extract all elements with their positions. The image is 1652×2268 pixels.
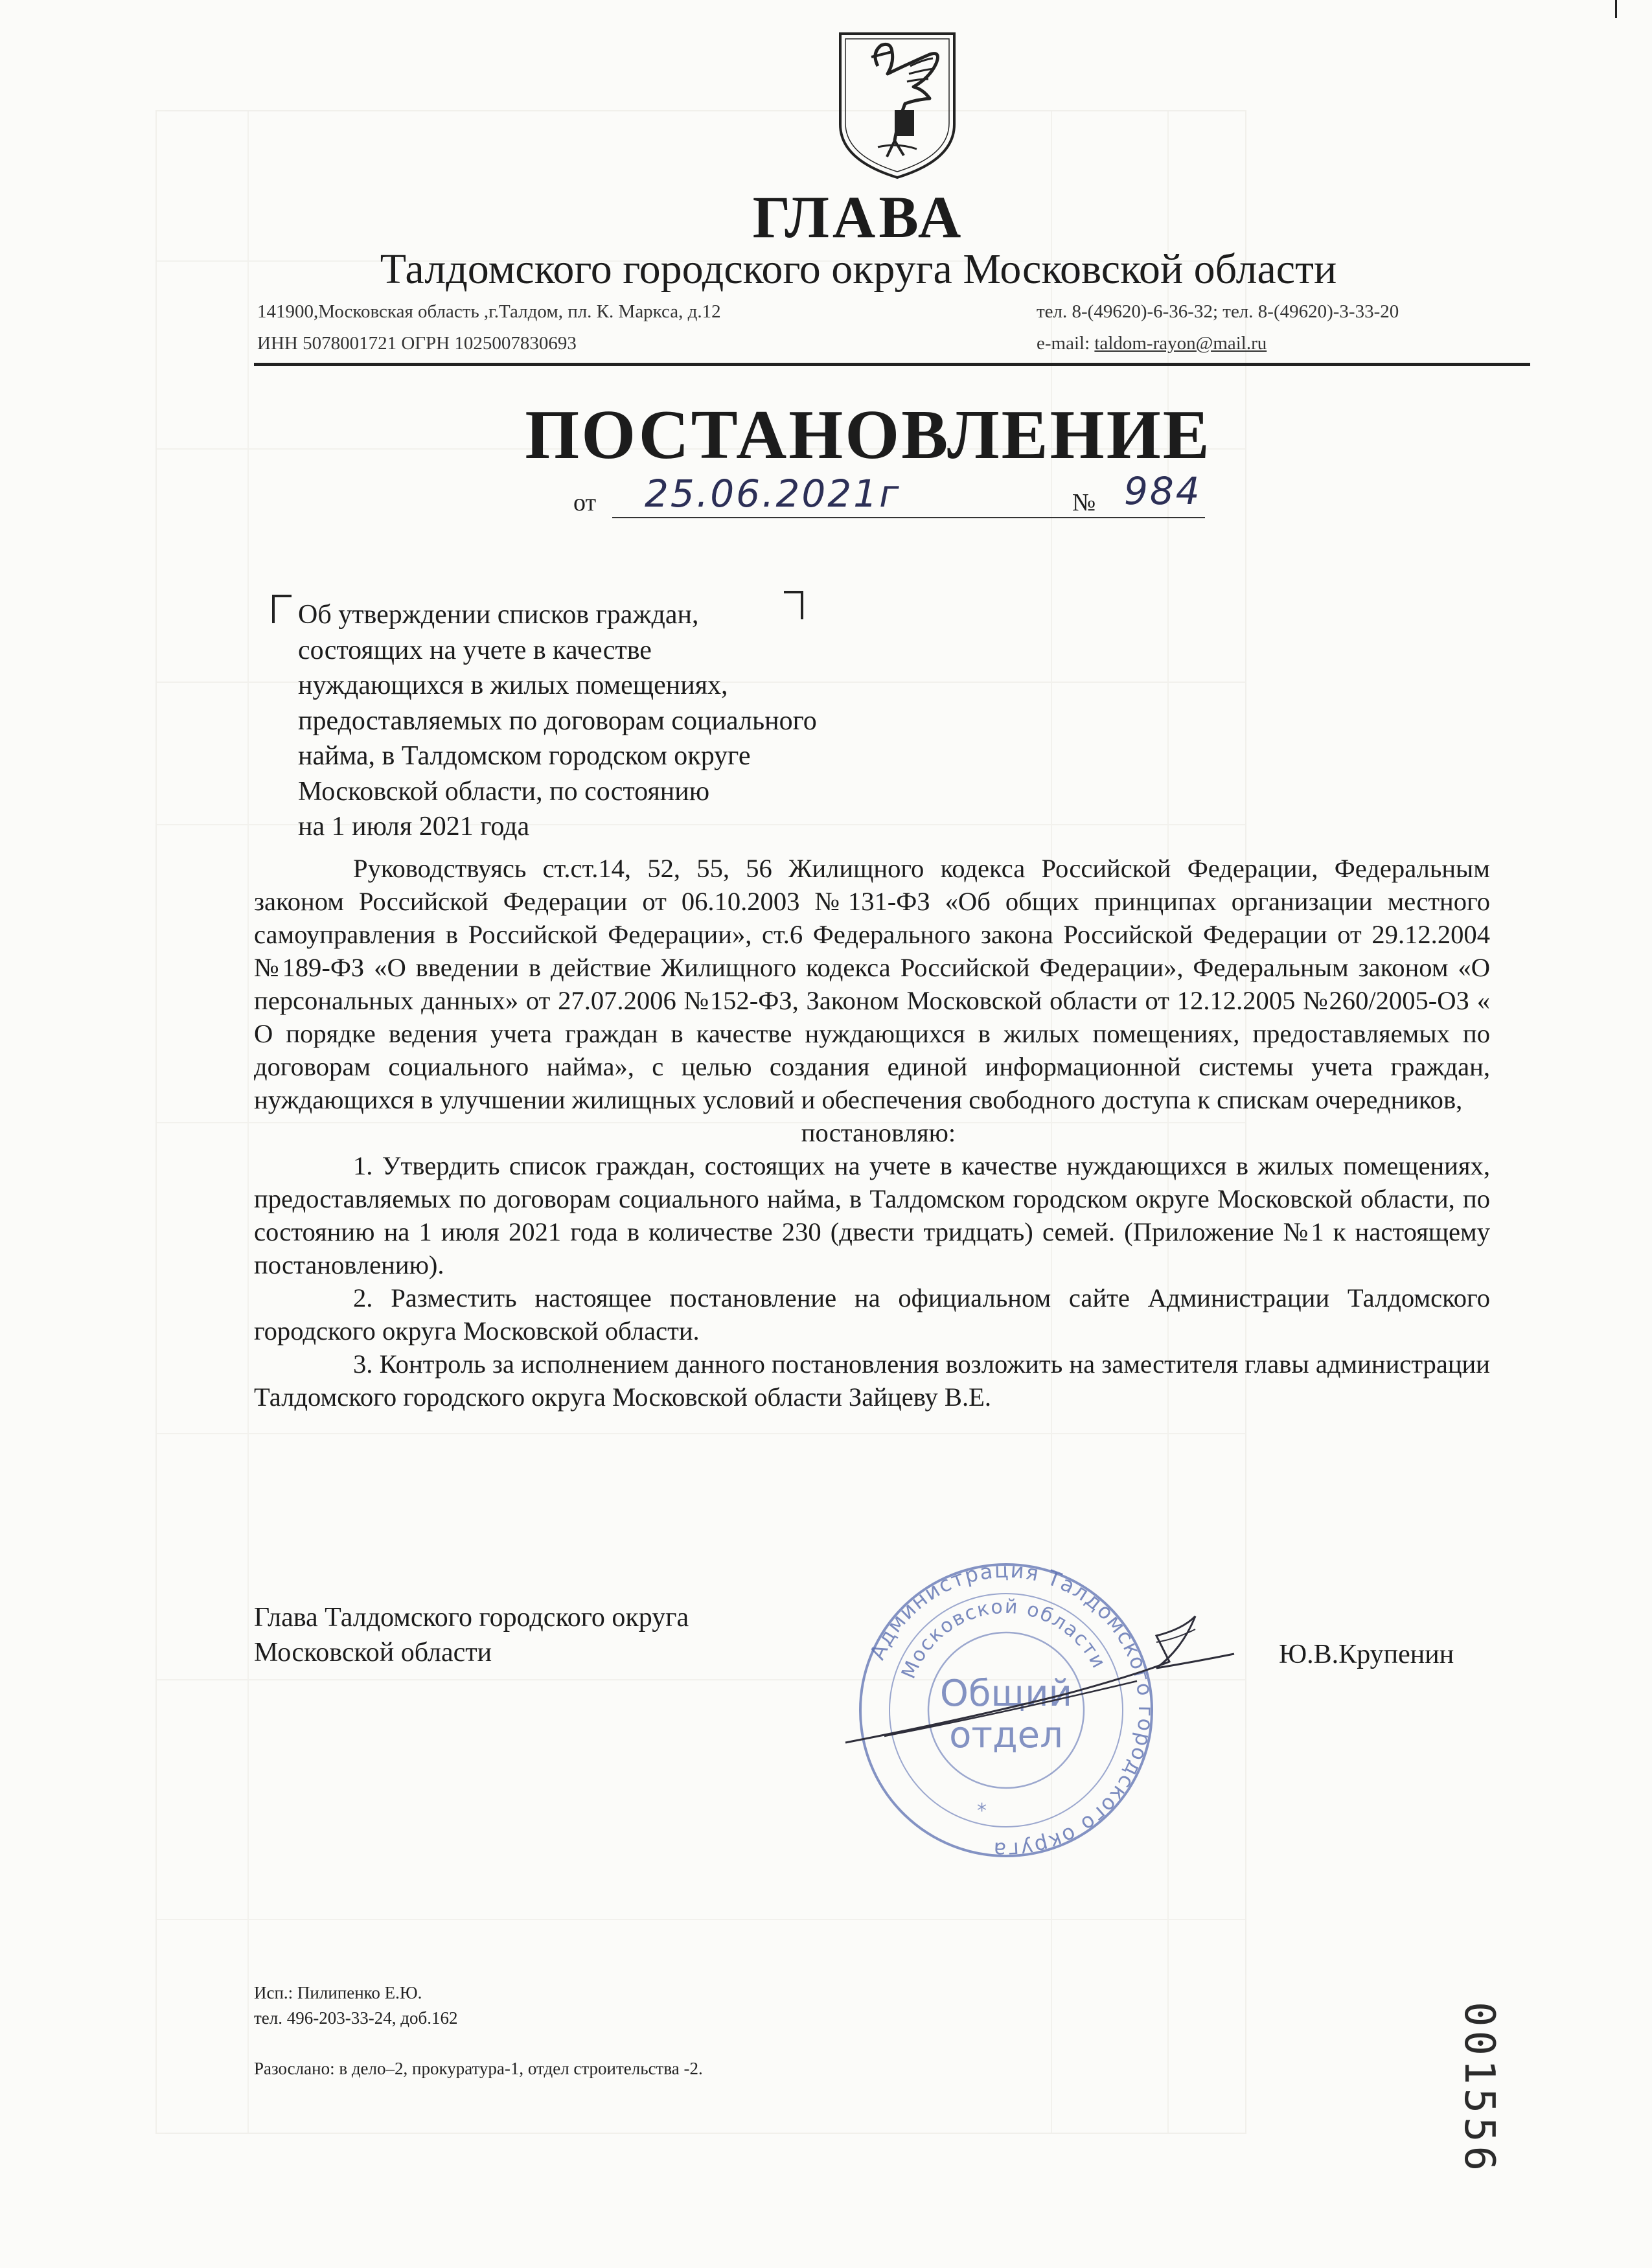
subject-line: найма, в Талдомском городском округе — [298, 741, 751, 771]
document-type-title: ПОСТАНОВЛЕНИЕ — [525, 396, 1211, 474]
number-prefix: № — [1072, 489, 1096, 516]
footer-phone: тел. 496-203-33-24, доб.162 — [254, 2008, 458, 2028]
header-title: ГЛАВА — [752, 184, 965, 250]
resolution-item-2: 2. Разместить настоящее постановление на официальном сайте Администрации Талдомского городского округа Московской области. — [254, 1283, 1490, 1346]
signatory-position-line2: Московской области — [254, 1638, 492, 1667]
date-prefix: от — [573, 489, 597, 516]
serial-number: 001556 — [1455, 2002, 1503, 2175]
resolution-item-1: 1. Утвердить список граждан, состоящих на учете в качестве нуждающихся в жилых помещениях, предоставляемых по договорам социального найма, в Талдомском городском округе Московской области, по состоянию на 1 июля 2021 года в количестве 230 (двести тридцать) семей. (Приложение №1 к настоящему постановлению). — [254, 1151, 1490, 1279]
subject-line: нуждающихся в жилых помещениях, — [298, 670, 728, 700]
preamble-paragraph: Руководствуясь ст.ст.14, 52, 55, 56 Жилищного кодекса Российской Федерации, Федеральным законом Российской Федерации от 06.10.2003 №131-ФЗ «Об общих принципах организации местного самоуправления в Российской Федерации», ст.6 Федерального закона Российской Федерации от 29.12.2004 №189-ФЗ «О введении в действие Жилищного кодекса Российской Федерации», Федеральным законом «О персональных данных» от 27.07.2006 №152-ФЗ, Законом Московской области от 12.12.2005 №260/2005-ОЗ « О порядке ведения учета граждан в качестве нуждающихся в жилых помещениях, предоставляемых по договорам социального найма», с целью создания единой информационной системы учета граждан, нуждающихся в улучшении жилищных условий и обеспечения свободного доступа к спискам очередников, — [254, 854, 1490, 1114]
subject-line: Об утверждении списков граждан, — [298, 600, 699, 630]
header-requisites: ИНН 5078001721 ОГРН 1025007830693 — [257, 333, 577, 354]
resolve-word: постановляю: — [801, 1118, 956, 1147]
resolution-item-3: 3. Контроль за исполнением данного постановления возложить на заместителя главы администрации Талдомского городского округа Московской области Зайцеву В.Е. — [254, 1349, 1490, 1412]
stamp-outer-text: Администрация Талдомского городского округа — [864, 1558, 1158, 1862]
header-subtitle: Талдомского городского округа Московской области — [380, 246, 1337, 293]
header-phones: тел. 8-(49620)-6-36-32; тел. 8-(49620)-3-33-20 — [1037, 301, 1399, 322]
email-link[interactable]: taldom-rayon@mail.ru — [1094, 333, 1267, 354]
header-email-row — [1037, 332, 1267, 355]
subject-line: состоящих на учете в качестве — [298, 635, 652, 665]
serial-number-stamp — [1455, 2002, 1508, 2196]
number-value-handwritten: 984 — [1124, 469, 1202, 513]
stamp-center-line1: Общий — [939, 1673, 1073, 1715]
svg-text:*: * — [977, 1800, 987, 1822]
footer-executor: Исп.: Пилипенко Е.Ю. — [254, 1983, 422, 2002]
subject-block — [298, 597, 920, 845]
header-address: 141900,Московская область ,г.Талдом, пл. К. Маркса, д.12 — [257, 301, 721, 322]
date-underline — [612, 517, 1105, 518]
coat-of-arms-crane-icon — [832, 27, 962, 183]
date-number-row — [573, 469, 1221, 530]
signatory-position-line1: Глава Талдомского городского округа — [254, 1603, 689, 1632]
header-divider — [254, 363, 1530, 366]
subject-line: на 1 июля 2021 года — [298, 812, 530, 842]
subject-line: предоставляемых по договорам социального — [298, 705, 817, 736]
signatory-name: Ю.В.Крупенин — [1279, 1640, 1454, 1669]
number-underline — [1105, 517, 1205, 518]
body-text — [254, 852, 1490, 1414]
handwritten-signature — [832, 1590, 1247, 1759]
scan-edge-mark — [1615, 0, 1617, 18]
subject-bracket-left — [272, 595, 292, 623]
subject-line: Московской области, по состоянию — [298, 776, 710, 807]
email-label: e-mail: — [1037, 333, 1090, 354]
stamp-inner-text: Московской области — [897, 1595, 1111, 1682]
footer-distribution: Разослано: в дело–2, прокуратура-1, отдел строительства -2. — [254, 2059, 703, 2078]
stamp-center-line2: отдел — [949, 1714, 1063, 1756]
signatory-position — [254, 1600, 689, 1670]
date-value-handwritten: 25.06.2021г — [645, 472, 901, 516]
